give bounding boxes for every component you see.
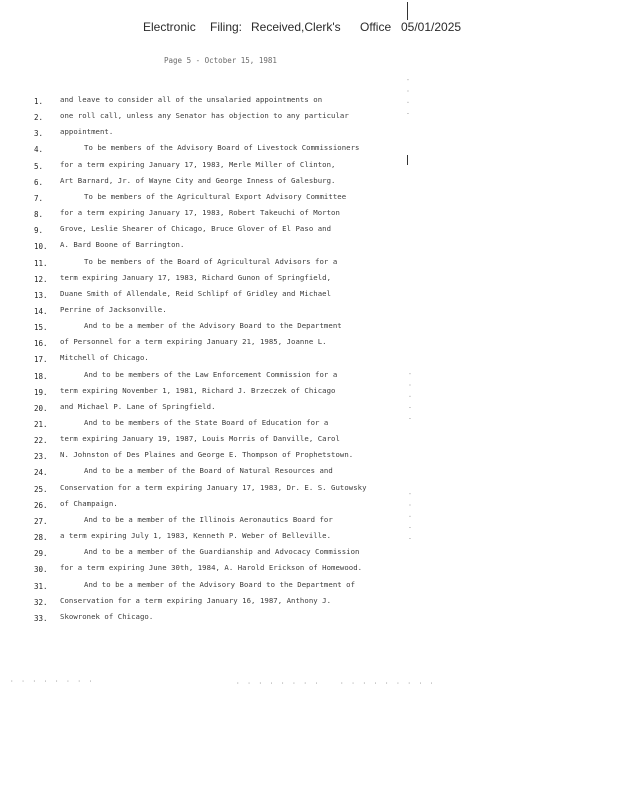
line-text: To be members of the Agricultural Export Advisory Committee	[84, 191, 347, 201]
transcript-line	[0, 531, 618, 545]
line-number: 6.	[34, 177, 44, 187]
line-number: 19.	[34, 387, 48, 397]
line-text: one roll call, unless any Senator has objection to any particular	[60, 111, 349, 121]
scan-mark	[407, 2, 408, 20]
transcript-line	[0, 257, 618, 271]
line-number: 31.	[34, 581, 48, 591]
line-number: 28.	[34, 533, 48, 543]
line-number: 21.	[34, 420, 48, 429]
line-number: 15.	[34, 323, 48, 333]
page-number: Page 5 - October 15, 1981	[164, 56, 277, 65]
scan-dots: · · · · · · · ·	[10, 678, 95, 685]
line-text: for a term expiring June 30th, 1984, A. Harold Erickson of Homewood.	[60, 563, 363, 573]
line-number: 7.	[34, 193, 44, 203]
transcript-line	[0, 450, 618, 464]
line-text: To be members of the Board of Agricultural Advisors for a	[84, 256, 338, 266]
line-text: of Personnel for a term expiring January 21, 1985, Joanne L.	[60, 337, 327, 347]
line-text: term expiring January 19, 1987, Louis Morris of Danville, Carol	[60, 434, 340, 444]
transcript-line	[0, 483, 618, 497]
line-number: 11.	[34, 258, 48, 268]
transcript-line	[0, 289, 618, 303]
filing-stamp	[0, 20, 618, 36]
transcript-line	[0, 127, 618, 141]
stamp-word: Office	[360, 20, 392, 34]
line-text: And to be members of the Law Enforcement Commission for a	[84, 369, 338, 379]
transcript-line	[0, 596, 618, 610]
transcript-line	[0, 224, 618, 238]
line-number: 25.	[34, 484, 48, 494]
line-text: Art Barnard, Jr. of Wayne City and George Inness of Galesburg.	[60, 175, 336, 185]
line-number: 3.	[34, 129, 44, 139]
line-text: of Champaign.	[60, 498, 118, 508]
line-text: a term expiring July 1, 1983, Kenneth P. Weber of Belleville.	[60, 531, 332, 541]
line-number: 24.	[34, 468, 48, 478]
line-text: And to be a member of the Advisory Board to the Department	[84, 321, 342, 331]
transcript-line	[0, 143, 618, 157]
transcript-line	[0, 321, 618, 335]
transcript-line	[0, 273, 618, 287]
transcript-line	[0, 305, 618, 319]
transcript-line	[0, 111, 618, 125]
stamp-word: Received,Clerk's	[251, 20, 341, 34]
line-text: And to be a member of the Advisory Board to the Department of	[84, 579, 356, 589]
transcript-line	[0, 192, 618, 206]
line-text: Conservation for a term expiring January 16, 1987, Anthony J.	[60, 595, 332, 605]
transcript-line	[0, 353, 618, 367]
line-text: Grove, Leslie Shearer of Chicago, Bruce Glover of El Paso and	[60, 224, 332, 234]
line-text: And to be a member of the Board of Natural Resources and	[84, 466, 333, 476]
line-number: 14.	[34, 306, 48, 316]
transcript-line	[0, 612, 618, 626]
line-text: To be members of the Advisory Board of Livestock Commissioners	[84, 143, 360, 153]
line-text: Skowronek of Chicago.	[60, 611, 154, 621]
line-number: 30.	[34, 565, 48, 575]
scan-dots: · · · ·	[404, 78, 411, 118]
line-text: Mitchell of Chicago.	[60, 353, 149, 363]
line-text: N. Johnston of Des Plaines and George E. Thompson of Prophetstown.	[60, 450, 354, 460]
line-number: 16.	[34, 339, 48, 349]
line-text: for a term expiring January 17, 1983, Robert Takeuchi of Morton	[60, 208, 340, 218]
scan-dots: · · · · · · · ·	[236, 680, 321, 687]
transcript-line	[0, 386, 618, 400]
scan-mark	[407, 155, 408, 165]
line-number: 13.	[34, 290, 48, 300]
line-text: and Michael P. Lane of Springfield.	[60, 401, 216, 411]
line-text: appointment.	[60, 127, 114, 137]
line-number: 4.	[34, 145, 44, 155]
transcript-line	[0, 547, 618, 561]
line-number: 5.	[34, 161, 44, 171]
line-text: Duane Smith of Allendale, Reid Schlipf of Gridley and Michael	[60, 288, 332, 298]
line-number: 29.	[34, 549, 48, 559]
line-text: And to be members of the State Board of Education for a	[84, 418, 329, 427]
transcript-line	[0, 418, 618, 432]
transcript-line	[0, 580, 618, 594]
transcript-line	[0, 95, 618, 109]
line-number: 18.	[34, 371, 48, 381]
transcript-line	[0, 208, 618, 222]
line-number: 23.	[34, 452, 48, 462]
line-number: 10.	[34, 242, 48, 252]
line-text: and leave to consider all of the unsalaried appointments on	[60, 95, 323, 104]
line-text: term expiring January 17, 1983, Richard Gunon of Springfield,	[60, 272, 332, 282]
scan-dots: · · · · · · · · ·	[340, 680, 436, 687]
transcript-line	[0, 176, 618, 190]
transcript-line	[0, 466, 618, 480]
line-number: 27.	[34, 516, 48, 526]
stamp-date: 05/01/2025	[401, 20, 462, 34]
transcript-line	[0, 370, 618, 384]
scan-dots: · · · · ·	[406, 372, 413, 423]
line-number: 33.	[34, 613, 48, 623]
line-text: Perrine of Jacksonville.	[60, 304, 167, 314]
transcript-line	[0, 160, 618, 174]
line-text: And to be a member of the Illinois Aeronautics Board for	[84, 514, 333, 524]
line-text: Conservation for a term expiring January 17, 1983, Dr. E. S. Gutowsky	[60, 482, 367, 492]
line-number: 9.	[34, 226, 44, 236]
line-text: A. Bard Boone of Barrington.	[60, 240, 185, 250]
scan-dots: · · · · ·	[406, 492, 413, 543]
line-number: 8.	[34, 210, 44, 220]
line-number: 22.	[34, 436, 48, 446]
transcript-line	[0, 402, 618, 416]
line-number: 26.	[34, 500, 48, 510]
line-text: term expiring November 1, 1981, Richard J. Brzeczek of Chicago	[60, 385, 336, 395]
line-text: for a term expiring January 17, 1983, Merle Miller of Clinton,	[60, 159, 336, 169]
transcript-line	[0, 515, 618, 529]
transcript-line	[0, 337, 618, 351]
line-number: 12.	[34, 274, 48, 284]
transcript-line	[0, 499, 618, 513]
stamp-word: Electronic	[143, 20, 196, 34]
line-number: 20.	[34, 403, 48, 413]
transcript-line	[0, 240, 618, 254]
line-number: 2.	[34, 113, 44, 123]
line-number: 32.	[34, 597, 48, 607]
line-number: 1.	[34, 97, 44, 106]
line-number: 17.	[34, 355, 48, 365]
transcript-line	[0, 563, 618, 577]
transcript-line	[0, 434, 618, 448]
line-text: And to be a member of the Guardianship and Advocacy Commission	[84, 547, 360, 557]
stamp-word: Filing:	[210, 20, 243, 34]
